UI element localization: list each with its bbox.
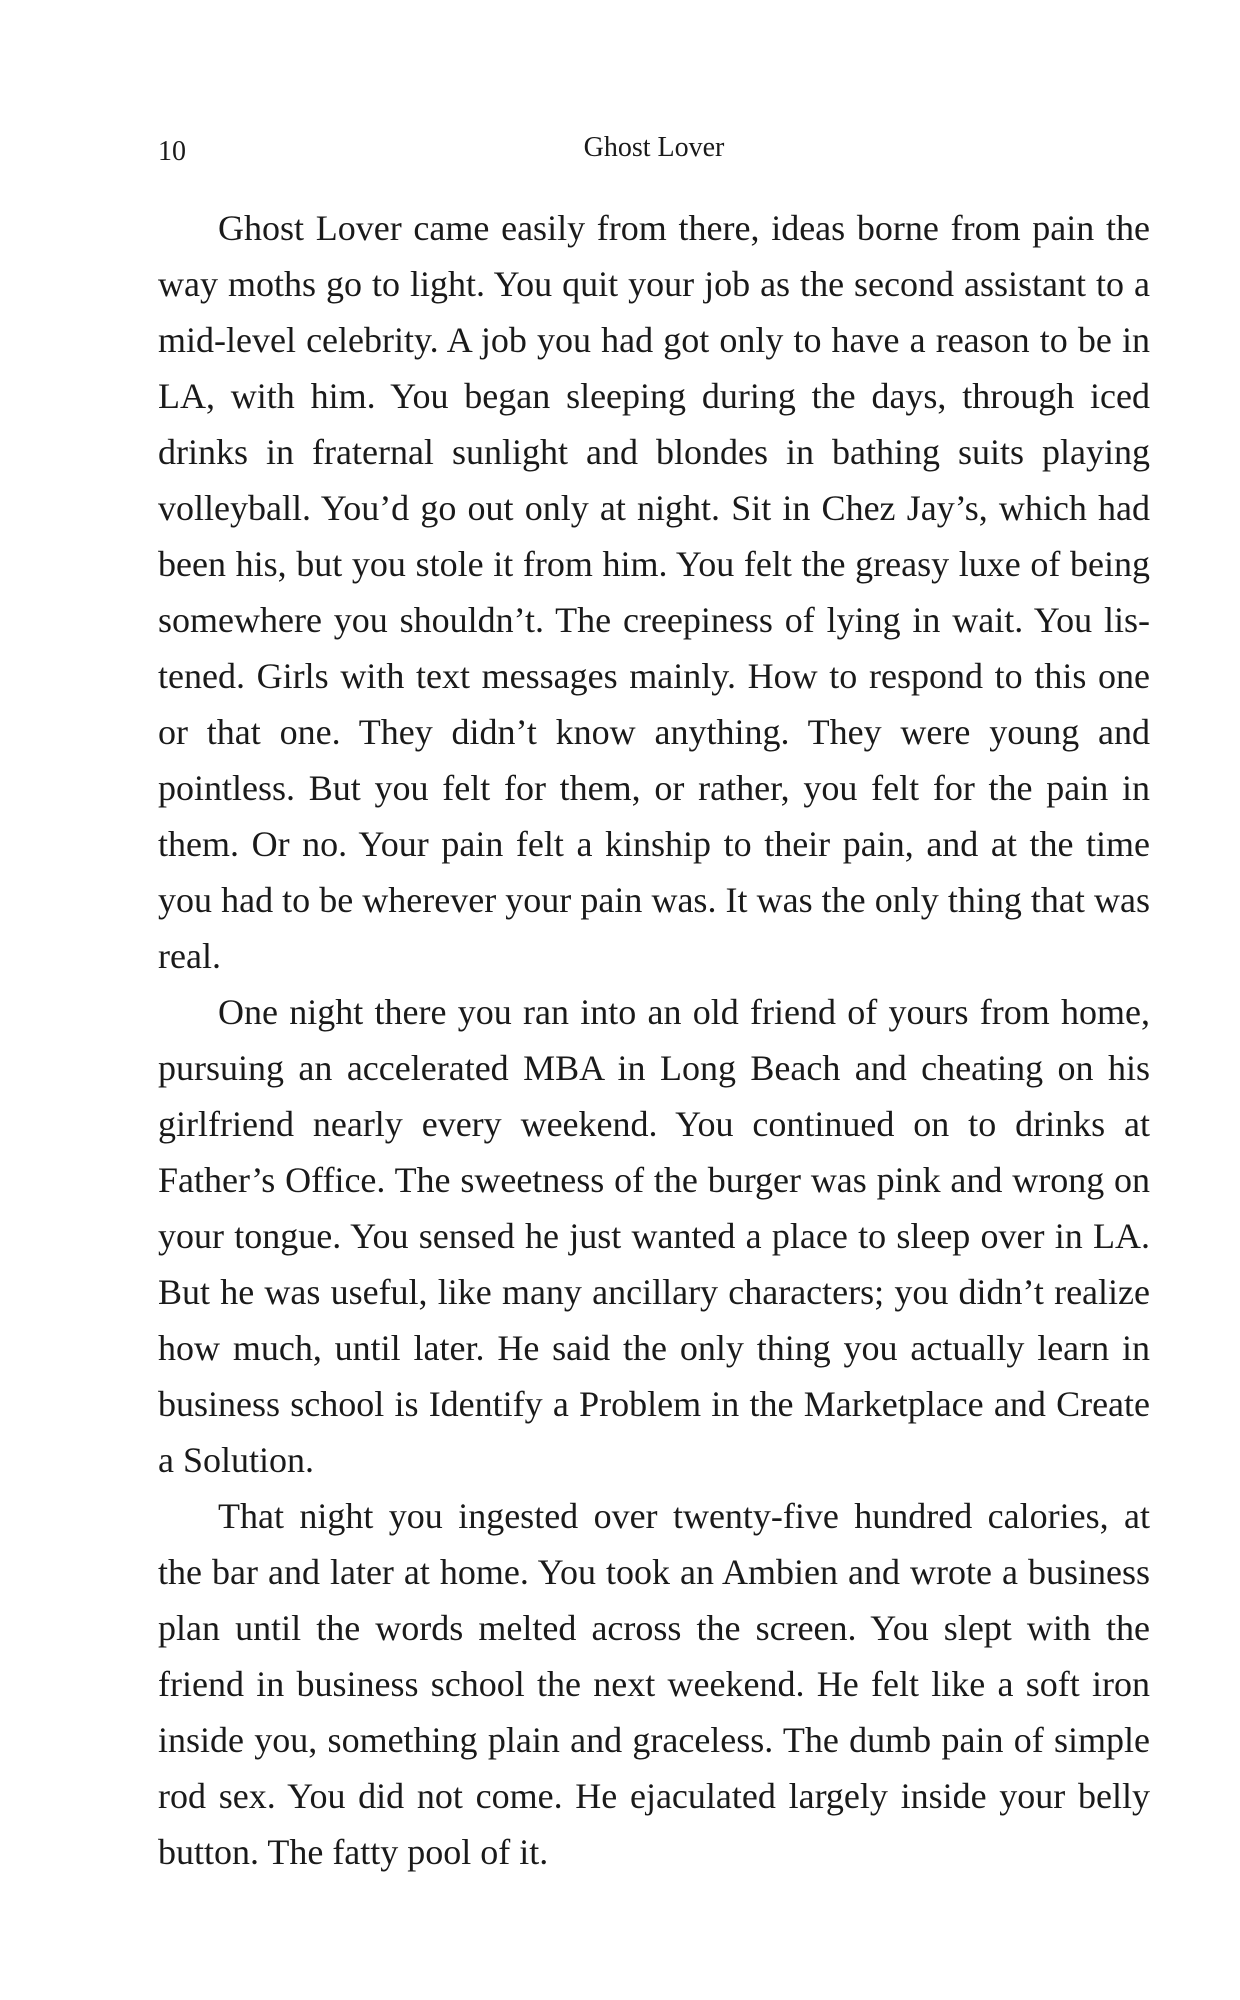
paragraph: That night you ingested over twenty-five hundred calories, at the bar and later at home. You took an Ambien and wrote a business plan until the words melted across the screen. You slept with the friend in business school the next weekend. He felt like a soft iron inside you, something plain and graceless. The dumb pain of simple rod sex. You did not come. He ejaculated largely inside your belly button. The fatty pool of it. bbox=[158, 1496, 1150, 1872]
running-head bbox=[158, 128, 1150, 168]
running-title: Ghost Lover bbox=[583, 132, 725, 163]
paragraph: One night there you ran into an old friend of yours from home, pursuing an accelerated MBA in Long Beach and cheating on his girlfriend nearly every weekend. You continued on to drinks at Father’s Office. The sweetness of the burger was pink and wrong on your tongue. You sensed he just wanted a place to sleep over in LA. But he was useful, like many ancillary characters; you didn’t realize how much, until later. He said the only thing you actually learn in business school is Identify a Problem in the Marketplace and Create a Solution. bbox=[158, 992, 1150, 1480]
page-number: 10 bbox=[158, 136, 186, 167]
body-text bbox=[158, 200, 1150, 1880]
paragraph: Ghost Lover came easily from there, ideas borne from pain the way moths go to light. You quit your job as the second assistant to a mid-level celebrity. A job you had got only to have a reason to be in LA, with him. You began sleeping during the days, through iced drinks in fraternal sunlight and blondes in bathing suits playing volleyball. You’d go out only at night. Sit in Chez Jay’s, which had been his, but you stole it from him. You felt the greasy luxe of being somewhere you shouldn’t. The creepiness of lying in wait. You listened. Girls with text messages mainly. How to respond to this one or that one. They didn’t know anything. They were young and pointless. But you felt for them, or rather, you felt for the pain in them. Or no. Your pain felt a kinship to their pain, and at the time you had to be wherever your pain was. It was the only thing that was real. bbox=[158, 208, 1150, 976]
